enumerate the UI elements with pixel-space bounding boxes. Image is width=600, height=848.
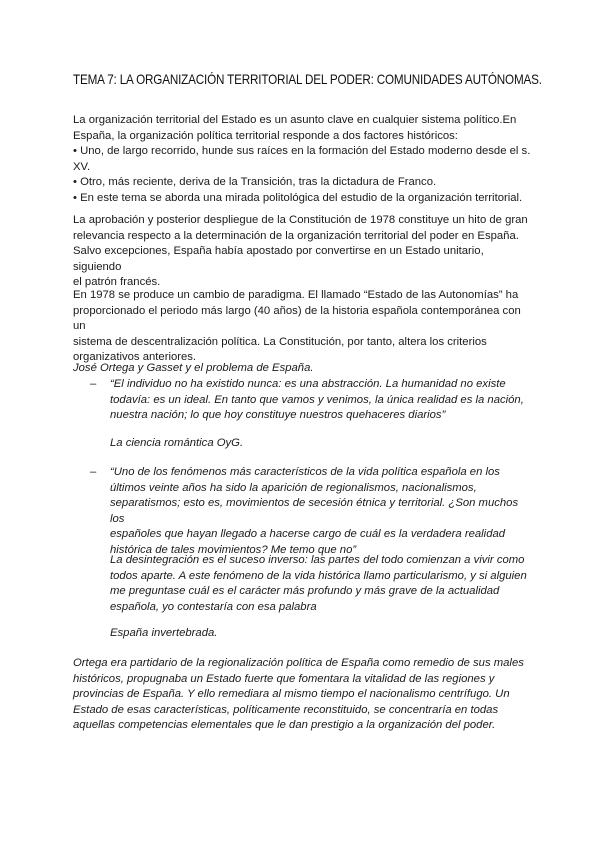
dash-bullet: –: [90, 466, 97, 478]
text-line: “El individuo no ha existido nunca: es una abstracción. La humanidad no existe: [110, 378, 506, 390]
text-line: En 1978 se produce un cambio de paradigma. El llamado “Estado de las Autonomías” ha: [73, 289, 519, 301]
text-line: “Uno de los fenómenos más característicos de la vida política española en los: [110, 466, 500, 478]
text-line: Salvo excepciones, España había apostado por convertirse en un Estado unitario, siguiendo: [73, 245, 484, 273]
text-line: española, yo contestaría con esa palabra: [110, 600, 317, 613]
text-line: organizativos anteriores.: [73, 351, 197, 363]
quote-item: [90, 377, 535, 424]
text-line: España, la organización política territorial responde a dos factores históricos:: [73, 129, 458, 142]
bullet-item: • En este tema se aborda una mirada politológica del estudio de la organización territorial.: [73, 191, 523, 204]
text-line: todos aparte. A este fenómeno de la vida histórica llamo particularismo, y si alguien: [110, 569, 527, 582]
text-line: sistema de descentralización política. La Constitución, por tanto, altera los criterios: [73, 335, 487, 348]
text-line: últimos veinte años ha sido la aparición de regionalismos, nacionalismos,: [110, 481, 477, 494]
text-line: provincias de España. Y ello remediara al mismo tiempo el nacionalismo centrífugo. Un: [73, 688, 510, 700]
text-line: aquellas competencias elementales que le dan prestigio a la organización del poder.: [73, 719, 496, 731]
dash-bullet: –: [90, 378, 97, 390]
ortega-heading: José Ortega y Gasset y el problema de España.: [73, 362, 314, 374]
quote-continuation: [110, 553, 535, 615]
text-line: histórica de tales movimientos? Me temo que no”: [110, 543, 357, 556]
text-line: históricos, propugnaba un Estado fuerte que fomentara la vitalidad de las regiones y: [73, 672, 495, 685]
quote-source: La ciencia romántica OyG.: [110, 437, 244, 449]
text-line: proporcionado el periodo más largo (40 años) de la historia española contemporánea con un: [73, 304, 521, 332]
quote-item: [90, 465, 535, 558]
text-line: me preguntase cuál es el carácter más profundo y más grave de la actualidad: [110, 585, 500, 597]
paradigm-paragraph: [73, 288, 533, 366]
text-line: relevancia respecto a la determinación de la organización territorial del poder en España.: [73, 229, 519, 242]
text-line: La aprobación y posterior despliegue de la Constitución de 1978 constituye un hito de gran: [73, 214, 528, 226]
text-line: XV.: [73, 160, 91, 173]
quote-text: [110, 377, 535, 424]
text-line: Ortega era partidario de la regionalización política de España como remedio de sus males: [73, 657, 524, 669]
text-line: La desintegración es el suceso inverso: las partes del todo comienzan a vivir como: [110, 554, 525, 566]
text-line: todavía: es un ideal. En tanto que vamos y venimos, la única realidad es la nación,: [110, 393, 524, 406]
quote-text: [110, 465, 535, 558]
bullet-item: • Uno, de largo recorrido, hunde sus raíces en la formación del Estado moderno desde el s.: [73, 145, 531, 157]
text-line: separatismos; esto es, movimientos de secesión étnica y territorial. ¿Son muchos los: [110, 497, 519, 525]
quote-source: España invertebrada.: [110, 627, 218, 639]
text-line: españoles que hayan llegado a hacerse cargo de cuál es la verdadera realidad: [110, 528, 506, 540]
text-line: el patrón francés.: [73, 276, 161, 288]
bullet-item: • Otro, más reciente, deriva de la Transición, tras la dictadura de Franco.: [73, 176, 437, 188]
constitution-paragraph: [73, 213, 533, 291]
text-line: Estado de esas características, políticamente reconstituido, se concentraría en todas: [73, 703, 499, 716]
text-line: nuestra nación; lo que hoy constituye nuestros quehaceres diarios”: [110, 409, 446, 421]
page-title: TEMA 7: LA ORGANIZACIÓN TERRITORIAL DEL PODER: COMUNIDADES AUTÓNOMAS.: [73, 72, 542, 87]
conclusion-paragraph: [73, 656, 538, 734]
text-line: La organización territorial del Estado es un asunto clave en cualquier sistema político.En: [73, 114, 517, 126]
intro-paragraph: [73, 113, 533, 206]
